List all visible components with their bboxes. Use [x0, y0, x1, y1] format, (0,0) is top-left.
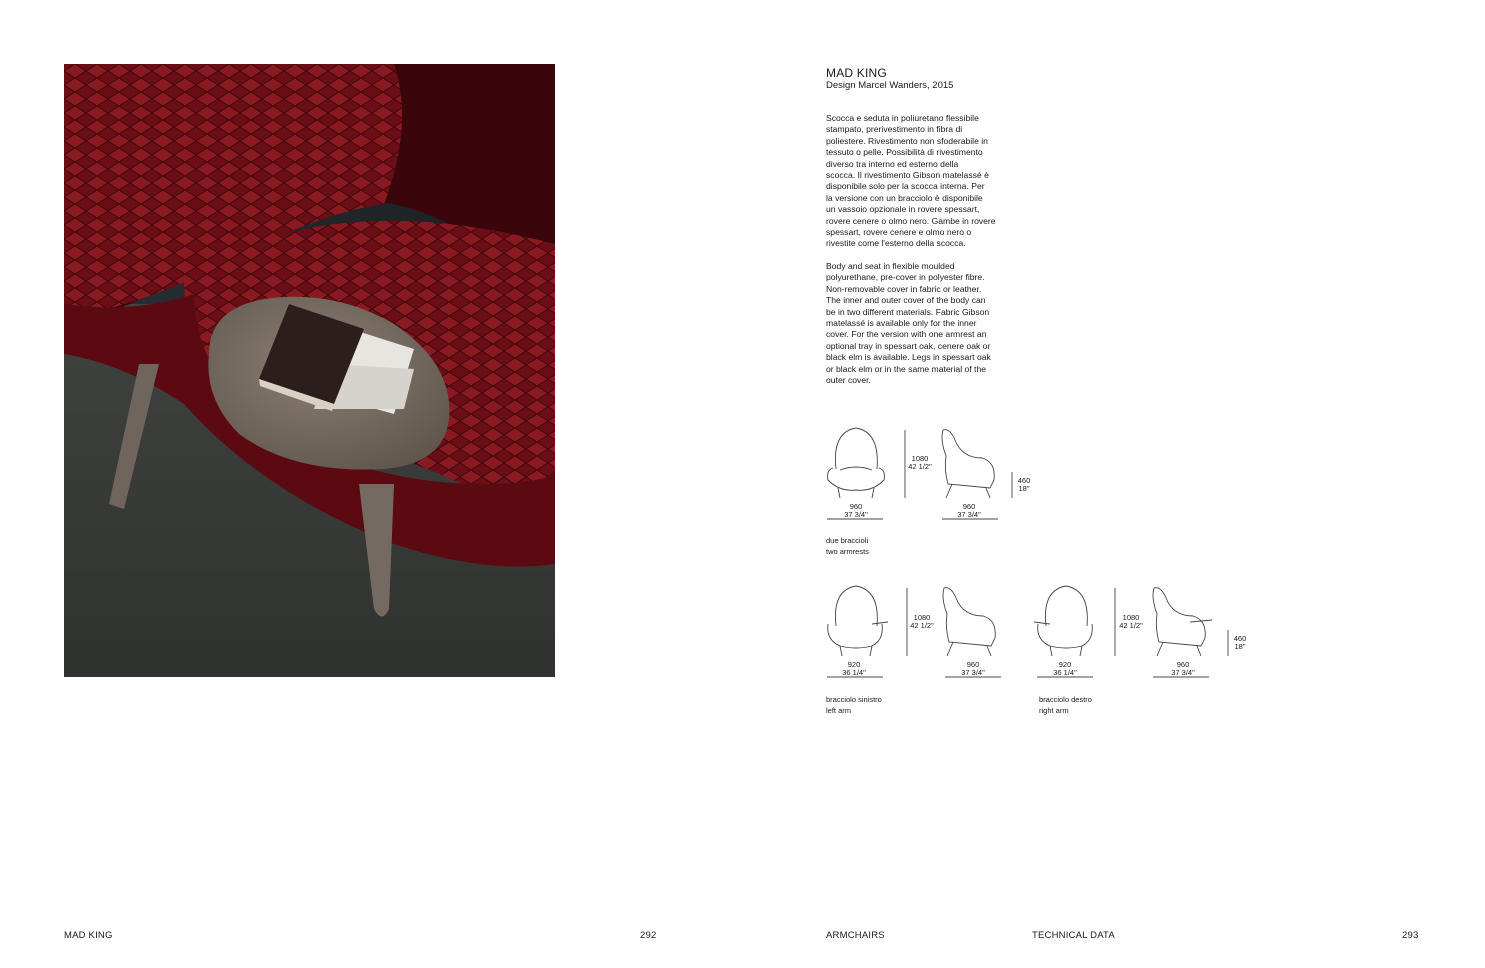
footer-subsection: TECHNICAL DATA — [1032, 930, 1115, 941]
two-armrests-side-depth: 960 37 3/4" — [957, 502, 981, 519]
right-arm-caption: bracciolo destro right arm — [1039, 695, 1092, 715]
footer-left-title: MAD KING — [64, 930, 113, 941]
left-arm-side-depth: 960 37 3/4" — [961, 660, 985, 677]
footer-right-page-number: 293 — [1402, 930, 1419, 941]
two-armrests-front-width: 960 37 3/4" — [844, 502, 868, 519]
product-name: MAD KING — [826, 66, 887, 80]
footer-section: ARMCHAIRS — [826, 930, 885, 941]
two-armrests-seat-height: 460 18" — [1017, 476, 1031, 493]
right-arm-front-width: 920 36 1/4" — [1053, 660, 1077, 677]
right-arm-side-depth: 960 37 3/4" — [1171, 660, 1195, 677]
left-arm-caption: bracciolo sinistro left arm — [826, 695, 882, 715]
left-arm-front-width: 920 36 1/4" — [842, 660, 866, 677]
two-armrests-height: 1080 42 1/2" — [908, 454, 932, 471]
designer-credit: Design Marcel Wanders, 2015 — [826, 80, 954, 91]
right-arm-height: 1080 42 1/2" — [1119, 613, 1143, 630]
right-arm-seat-height: 460 18" — [1233, 634, 1247, 651]
two-armrests-caption: due braccioli two armrests — [826, 536, 869, 556]
footer-left-page-number: 292 — [640, 930, 657, 941]
description-italian: Scocca e seduta in poliuretano flessibile stampato, prerivestimento in fibra di poliestere. Rivestimento non sfoderabile in tessuto o pelle. Possibilità di rivestimento diverso tra interno ed esterno della scocca. Il rivestimento Gibson matelassé è disponibile solo per la scocca interna. Per la versione con un bracciolo è disponibile un vassoio opzionale in rovere spessart, rovere cenere o olmo nero. Gambe in rovere spessart, rovere cenere e olmo nero o rivestite come l'esterno della scocca. — [826, 113, 996, 249]
left-arm-height: 1080 42 1/2" — [910, 613, 934, 630]
description-english: Body and seat in flexible moulded polyurethane, pre-cover in polyester fibre. Non-removable cover in fabric or leather. The inner and outer cover of the body can be in two different materials. Fabric Gibson matelassé is available only for the inner cover. For the version with one armrest an optional tray in spessart oak, cenere oak or black elm is available. Legs in spessart oak or black elm or in the same material of the outer cover. — [826, 261, 991, 386]
